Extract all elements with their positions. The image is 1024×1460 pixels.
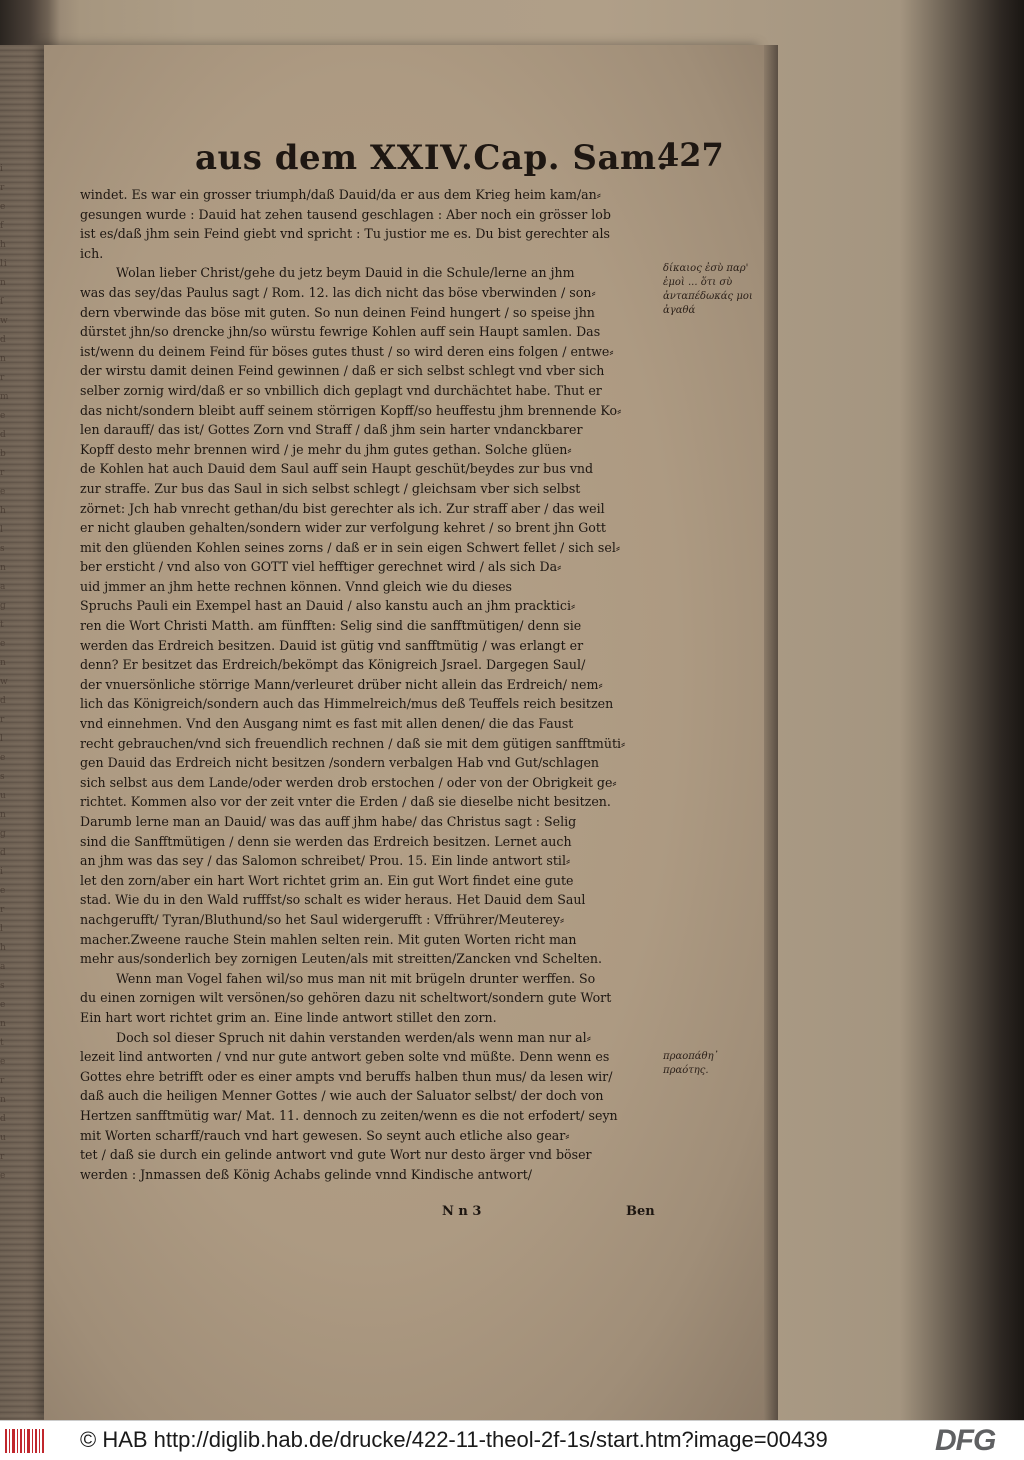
text-line: Kopff desto mehr brennen wird / je mehr du jhm gutes gethan. Solche glüen⸗	[80, 441, 572, 457]
text-line: dürstet jhn/so drencke jhn/so würstu fewrige Kohlen auff sein Haupt samlen. Das	[80, 324, 601, 340]
running-head: aus dem XXIV.Cap. Sam.	[195, 138, 669, 178]
text-line: mehr aus/sonderlich bey zornigen Leuten/als mit streitten/Zancken vnd Schelten.	[80, 951, 603, 967]
text-line: was das sey/das Paulus sagt / Rom. 12. las dich nicht das böse vberwinden / son⸗	[80, 284, 596, 300]
text-line: Gottes ehre betrifft oder es einer ampts vnd beruffs halben thun mus/ da lesen wir/	[80, 1068, 613, 1084]
text-line: ber ersticht / vnd also von GOTT viel hefftiger gerechnet wird / als sich Da⸗	[80, 559, 562, 575]
text-line: zur straffe. Zur bus das Saul in sich selbst schlegt / gleichsam vber sich selbst	[80, 480, 581, 496]
text-line: du einen zornigen wilt versönen/so gehören dazu nit scheltwort/sondern gute Wort	[80, 990, 612, 1006]
text-line: gesungen wurde : Dauid hat zehen tausend geschlagen : Aber noch ein grösser lob	[80, 206, 611, 222]
text-line: werden das Erdreich besitzen. Dauid ist gütig vnd sanfftmütig / was erlangt er	[80, 637, 584, 653]
text-line: werden : Jnmassen deß König Achabs gelinde vnnd Kindische antwort/	[80, 1166, 532, 1182]
source-url-text: © HAB http://diglib.hab.de/drucke/422-11-theol-2f-1s/start.htm?image=00439	[80, 1427, 828, 1452]
text-line: Spruchs Pauli ein Exempel hast an Dauid / also kanstu auch an jhm pracktici⸗	[80, 598, 576, 614]
page-edge-shadow	[764, 45, 778, 1420]
text-line: zörnet: Jch hab vnrecht gethan/du bist gerechter als ich. Zur straff aber / das weil	[80, 500, 605, 516]
text-line: das nicht/sondern bleibt auff seinem störrigen Kopff/so heuffestu jhm brennende Ko⸗	[80, 402, 622, 418]
text-line: Wolan lieber Christ/gehe du jetz beym Dauid in die Schule/lerne an jhm	[116, 265, 575, 281]
text-line: len darauff/ das ist/ Gottes Zorn vnd Straff / daß jhm sein harter vndanckbarer	[80, 422, 583, 438]
text-line: macher.Zweene rauche Stein mahlen selten rein. Mit guten Worten richt man	[80, 931, 577, 947]
barcode-icon	[4, 1427, 46, 1455]
text-line: der wirstu damit deinen Feind gewinnen / daß er sich selbst schlegt vnd vber sich	[80, 363, 605, 379]
catchword: Ben	[626, 1204, 655, 1219]
text-line: ist/wenn du deinem Feind für böses gutes thust / so wird deren eins folgen / entwe⸗	[80, 343, 614, 359]
text-line: ist es/daß jhm sein Feind giebt vnd spricht : Tu justior me es. Du bist gerechter als	[80, 226, 610, 242]
text-line: er nicht glauben gehalten/sondern wider zur verfolgung kehret / so brent jhn Gott	[80, 520, 606, 536]
text-line: der vnuersönliche störrige Mann/verleuret drüber nicht allein das Erdreich/ nem⸗	[80, 676, 603, 692]
text-line: gen Dauid das Erdreich nicht besitzen /sondern verbalgen Hab vnd Gut/schlagen	[80, 755, 600, 771]
text-line: ren die Wort Christi Matth. am fünfften: Selig sind die sanfftmütigen/ denn sie	[80, 618, 582, 634]
text-line: windet. Es war ein grosser triumph/daß Dauid/da er aus dem Krieg heim kam/an⸗	[80, 187, 601, 202]
text-line: sind die Sanfftmütigen / denn sie werden das Erdreich besitzen. Lernet auch	[80, 833, 572, 849]
text-line: Wenn man Vogel fahen wil/so mus man nit mit brügeln drunter werffen. So	[116, 970, 596, 986]
page-header	[195, 136, 724, 182]
text-line: stad. Wie du in den Wald rufffst/so schalt es wider heraus. Het Dauid dem Saul	[80, 892, 586, 908]
page-number: 427	[657, 136, 724, 174]
viewer-footer	[0, 1420, 1024, 1460]
marginal-note-greek-2: πραοπάθη᾽ πραότης.	[663, 1051, 719, 1076]
text-line: vnd einnehmen. Vnd den Ausgang nimt es fast mit allen denen/ die das Faust	[80, 716, 574, 732]
text-line: Hertzen sanfftmütig war/ Mat. 11. dennoch zu zeiten/wenn es die not erfodert/ seyn	[80, 1107, 618, 1123]
text-line: nachgerufft/ Tyran/Bluthund/so het Saul widergerufft : Vffrührer/Meuterey⸗	[80, 911, 565, 927]
text-line: richtet. Kommen also vor der zeit vnter die Erden / daß sie dieselbe nicht besitzen.	[80, 794, 611, 810]
marginal-note-greek-1: δίκαιος ἐσὺ παρ' ἐμοὶ ... ὅτι σὺ ἀνταπέδωκάς μοι ἀγαθά	[663, 263, 753, 316]
text-line: Darumb lerne man an Dauid/ was das auff jhm habe/ das Christus sagt : Selig	[80, 814, 577, 829]
text-line: ich.	[80, 245, 104, 261]
text-line: recht gebrauchen/vnd sich freuendlich rechnen / daß sie mit dem gütigen sanfftmüti⸗	[80, 735, 626, 751]
text-line: selber zornig wird/daß er so vnbillich dich geplagt vnd durchächtet habe. Thut er	[80, 382, 602, 398]
text-line: dern vberwinde das böse mit guten. So nun deinen Feind hungert / so speise jhn	[80, 304, 595, 320]
text-line: lezeit lind antworten / vnd nur gute antwort geben solte vnd müßte. Denn wenn es	[80, 1049, 610, 1065]
text-line: an jhm was das sey / das Salomon schreibet/ Prou. 15. Ein linde antwort stil⸗	[80, 853, 571, 869]
text-line: daß auch die heiligen Menner Gottes / wie auch der Saluator selbst/ der doch von	[80, 1088, 604, 1104]
text-line: Doch sol dieser Spruch nit dahin verstanden werden/als wenn man nur al⸗	[116, 1029, 591, 1045]
text-line: tet / daß sie durch ein gelinde antwort vnd gute Wort nur desto ärger vnd böser	[80, 1147, 592, 1163]
dfg-logo: DFG	[935, 1424, 996, 1457]
text-line: uid jmmer an jhm hette rechnen können. Vnnd gleich wie du dieses	[80, 578, 512, 594]
signature-mark: N n 3	[442, 1204, 482, 1219]
text-line: denn? Er besitzet das Erdreich/bekömpt das Königreich Jsrael. Dargegen Saul/	[80, 657, 586, 673]
body-text	[80, 185, 658, 1184]
text-line: de Kohlen hat auch Dauid dem Saul auff sein Haupt geschüt/beydes zur bus vnd	[80, 461, 594, 477]
text-line: sich selbst aus dem Lande/oder werden drob erstochen / oder von der Obrigkeit ge⸗	[80, 774, 617, 790]
text-line: let den zorn/aber ein hart Wort richtet grim an. Ein gut Wort findet eine gute	[80, 872, 574, 888]
adjacent-page-text-fragment: i r e f h li n ſ w d n r m e d b r e h l s n a g t e n w d r l e s u n g d i e r l h a s e n t e r n d u r e	[0, 164, 10, 1181]
text-line: mit den glüenden Kohlen seines zorns / daß er in sein eigen Schwert fellet / sich sel⸗	[80, 539, 621, 555]
catchline	[430, 1204, 670, 1226]
text-line: Ein hart wort richtet grim an. Eine linde antwort stillet den zorn.	[80, 1009, 497, 1025]
text-line: mit Worten scharff/rauch vnd hart gewesen. So seynt auch etliche also gear⸗	[80, 1127, 570, 1143]
text-line: lich das Königreich/sondern auch das Himmelreich/mus deß Teuffels reich besitzen	[80, 696, 614, 712]
